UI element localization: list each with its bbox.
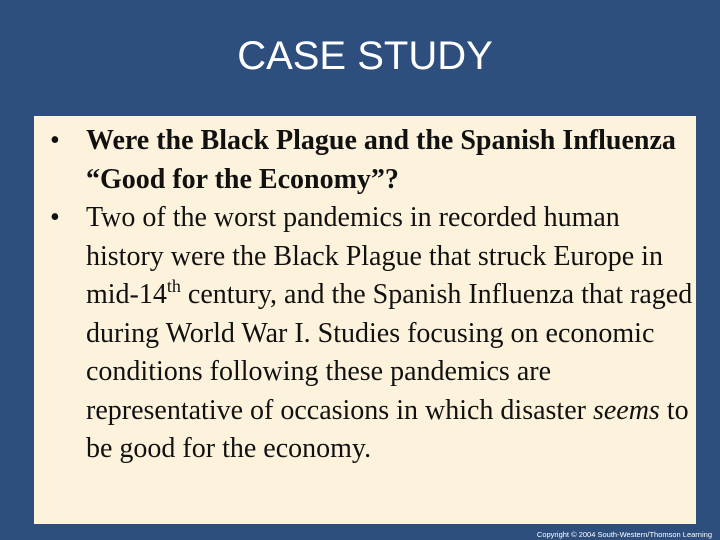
emphasis-seems: seems: [592, 394, 660, 426]
bullet-list: [50, 122, 700, 469]
slide-title: CASE STUDY: [237, 34, 493, 78]
content-box: [34, 116, 696, 524]
bullet-dot: •: [50, 125, 60, 156]
bullet-item-pandemics: [50, 199, 700, 469]
bullet-text-part3: to be good for the economy.: [86, 394, 689, 464]
superscript-th: th: [166, 276, 181, 296]
bullet-text-part2: century, and the Spanish Influenza that raged during World War I. Studies focusing on economic conditions following these pandemics are representative of occasions in which disaster: [86, 279, 693, 426]
bullet-item-question: [50, 122, 700, 199]
bullet-text-part1: Two of the worst pandemics in recorded human history were the Black Plague that struck Europe in mid-14: [86, 202, 663, 310]
bullet-dot: •: [50, 202, 60, 233]
copyright-notice: Copyright © 2004 South-Western/Thomson Learning: [536, 530, 712, 539]
bullet-text-question: Were the Black Plague and the Spanish Influenza “Good for the Economy”?: [86, 125, 676, 195]
